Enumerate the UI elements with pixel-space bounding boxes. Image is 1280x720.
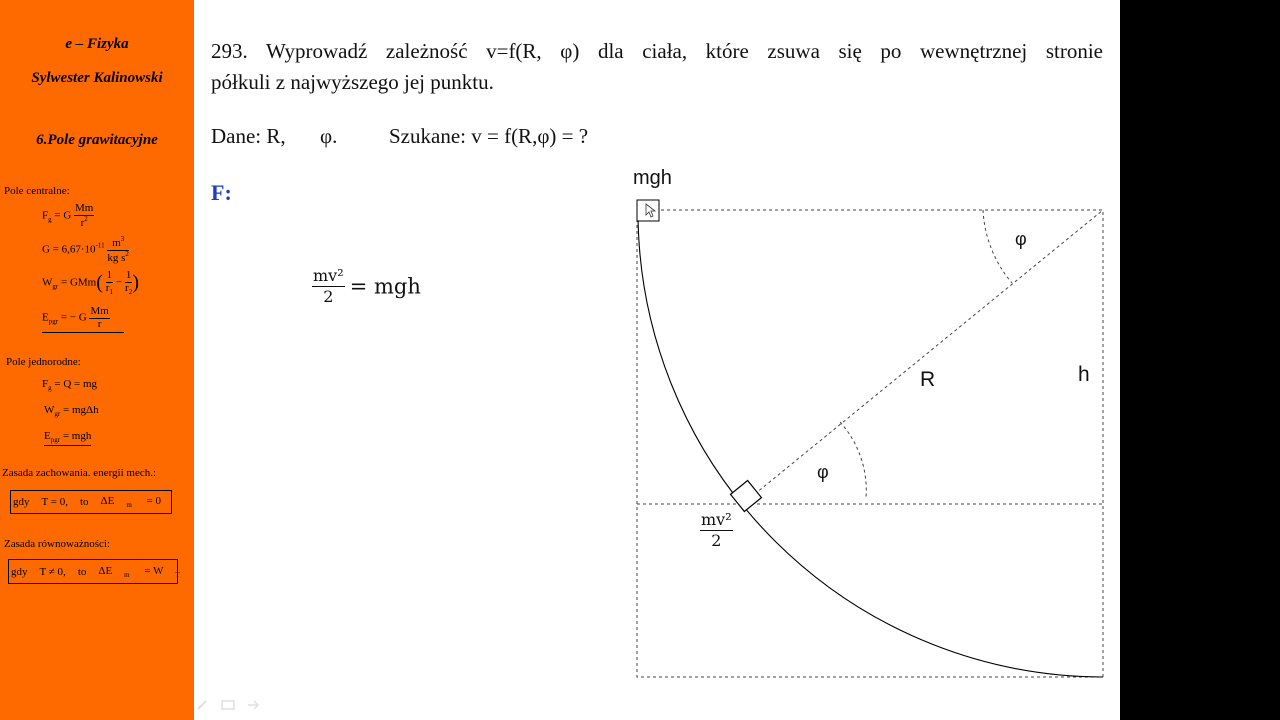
- label-phi-bottom: φ: [817, 462, 829, 482]
- presenter-toolbar[interactable]: [196, 697, 266, 713]
- sliding-body: [731, 481, 762, 512]
- conservation-box: gdy T = 0, to ΔE $_m$ = 0: [10, 490, 172, 514]
- pen-icon: [198, 701, 206, 709]
- label-phi-top: φ: [1015, 229, 1027, 249]
- given-label: Dane: R,: [211, 124, 286, 148]
- sidebar-author-line1: e – Fizyka: [65, 36, 129, 52]
- section-label: F:: [211, 180, 232, 205]
- equivalence-box: gdy T ≠ 0, to ΔE $_m$ = W $_T$: [8, 559, 178, 584]
- problem-line-2: półkuli z najwyższego jej punktu.: [211, 70, 494, 94]
- menu-icon: [222, 701, 234, 709]
- label-radius: R: [920, 368, 936, 391]
- uniform-field-title: Pole jednorodne:: [6, 356, 81, 368]
- hemisphere-arc: [638, 214, 1103, 677]
- bounding-dashed-box: [637, 210, 1103, 677]
- formula-g-constant: $G = 6,67\cdot 10^{-11}$ $\frac{m^3}{kg s^2}$: [42, 235, 129, 264]
- sidebar-chapter: 6.Pole grawitacyjne: [36, 132, 158, 148]
- label-mgh: mgh: [633, 167, 672, 189]
- problem-line-1: 293. Wyprowadź zależność v=f(R, φ) dla ciała, które zsuwa się po wewnętrznej stronie: [211, 39, 1103, 63]
- wanted-label: Szukane: v = f(R,φ) = ?: [389, 124, 589, 148]
- conservation-title: Zasada zachowania. energii mech.:: [2, 467, 157, 479]
- formula-ep-uniform: $E_{pgr}$ = mgh: [44, 430, 92, 444]
- arrow-right-icon: [248, 701, 258, 709]
- formula-fg-central: $F_g = G$ $\frac{Mm}{r^2}$: [42, 202, 94, 229]
- radius-line: [750, 210, 1103, 498]
- given-phi: φ.: [320, 124, 338, 148]
- formula-work-central: $W_{gr} = GMm$( $\frac{1}{r_1}$ − $\frac{1}{r_2}$ ): [42, 269, 140, 296]
- angle-arc-top: [983, 210, 1012, 283]
- kinetic-energy-label: $\frac{\text{mv²}}{2}$: [701, 510, 732, 550]
- formula-fg-uniform: $F_g = Q$ = mg: [42, 378, 98, 392]
- sidebar-author-line2: Sylwester Kalinowski: [31, 70, 163, 86]
- formula-work-uniform: $W_{gr} = mg\Delta h$: [44, 404, 99, 418]
- formula-ep-central: $E_{pgr}$ = − G $\frac{Mm}{r}$: [42, 306, 124, 333]
- angle-arc-bottom: [840, 422, 866, 498]
- equivalence-title: Zasada równoważności:: [4, 538, 110, 550]
- label-height: h: [1078, 363, 1090, 386]
- energy-equation: $\frac{\text{mv²}}{2}$ = mgh: [313, 266, 421, 306]
- central-field-title: Pole centralne:: [4, 185, 70, 197]
